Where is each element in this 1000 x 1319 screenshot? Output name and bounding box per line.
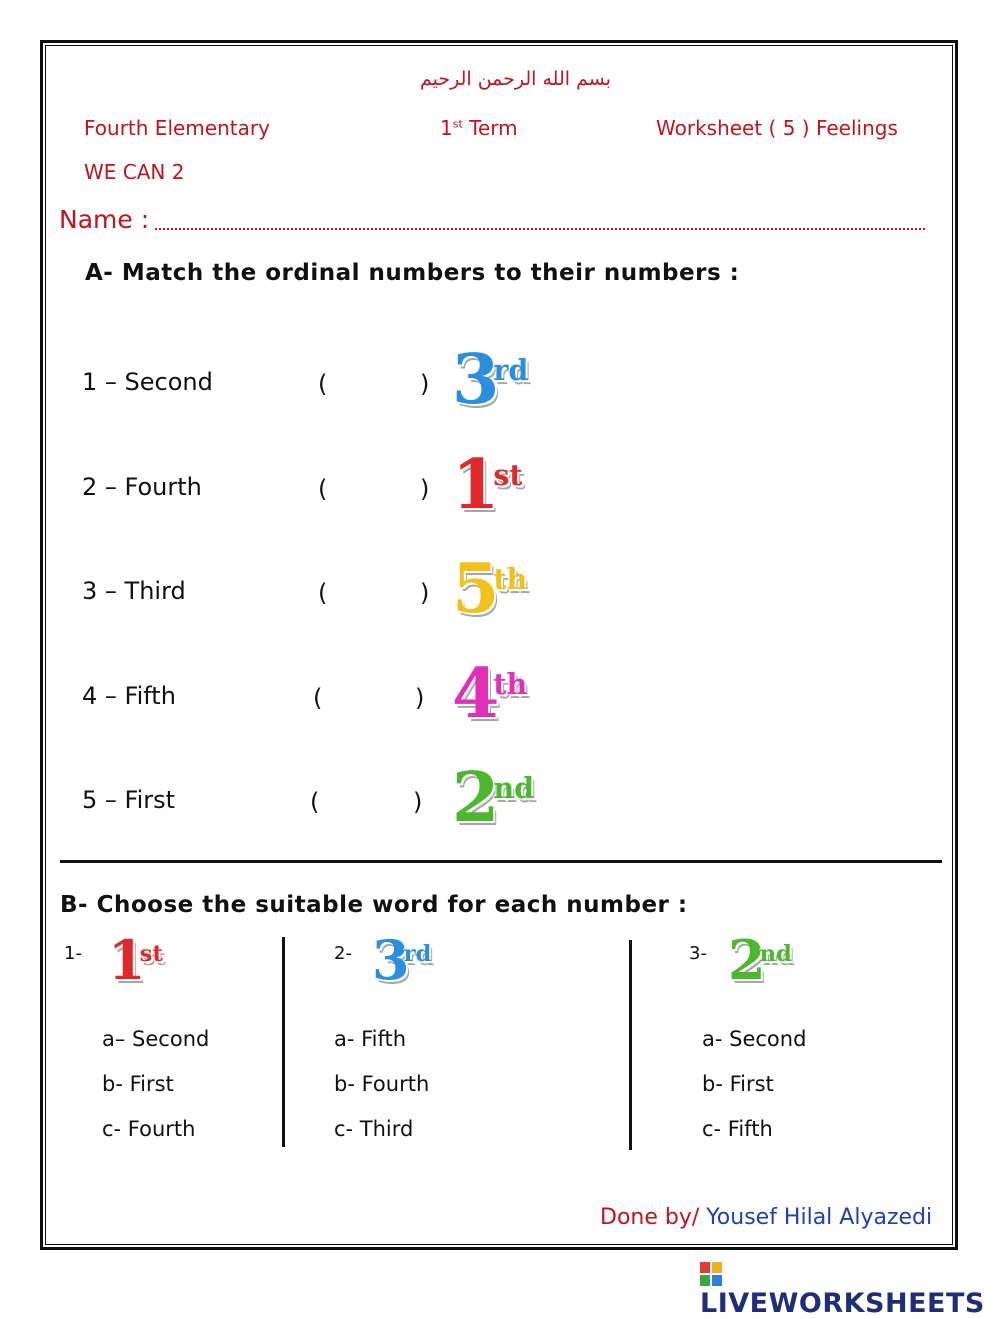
match-item-label: 2 – Fourth [82, 473, 202, 501]
answer-paren-close: ) [420, 579, 430, 607]
question-number: 2- [334, 943, 352, 964]
answer-option[interactable]: c- Fourth [102, 1117, 196, 1141]
credit-prefix: Done by/ [600, 1205, 700, 1230]
ordinal-badge-number: 3 [452, 340, 500, 420]
match-answer-slot[interactable] [329, 680, 411, 716]
question-badge-suffix: rd [403, 941, 432, 967]
answer-option[interactable]: a– Second [102, 1027, 210, 1051]
answer-paren-close: ) [420, 370, 430, 398]
term-label [440, 116, 518, 140]
answer-paren-close: ) [413, 788, 423, 816]
match-answer-slot[interactable] [326, 784, 409, 820]
credit-line [600, 1205, 932, 1230]
grade-label: Fourth Elementary [84, 116, 270, 140]
match-answer-slot[interactable] [334, 575, 416, 611]
question-badge [728, 928, 792, 992]
ordinal-badge-number: 2 [452, 758, 500, 838]
answer-paren-open: ( [318, 370, 328, 398]
question-number: 1- [64, 943, 82, 964]
term-number: 1 [440, 116, 453, 140]
column-separator-2 [629, 940, 632, 1150]
basmala: بسم الله الرحمن الرحيم [420, 68, 611, 90]
ordinal-badge [452, 549, 528, 629]
term-word: Term [469, 116, 518, 140]
section-divider [60, 860, 942, 863]
liveworksheets-brand: LIVEWORKSHEETS [700, 1288, 985, 1319]
ordinal-badge-suffix: th [493, 667, 528, 701]
match-item-label: 1 – Second [82, 368, 213, 396]
column-separator-1 [282, 937, 285, 1147]
liveworksheets-logo[interactable] [700, 1257, 1000, 1319]
answer-option[interactable]: b- First [102, 1072, 174, 1096]
question-badge-number: 3 [372, 928, 410, 992]
answer-paren-open: ( [310, 788, 320, 816]
ordinal-badge-suffix: st [493, 458, 523, 492]
page-border-inner [45, 45, 953, 1245]
ordinal-badge-number: 4 [452, 654, 500, 734]
section-a-title: A- Match the ordinal numbers to their numbers : [85, 260, 740, 286]
answer-option[interactable]: c- Fifth [702, 1117, 773, 1141]
answer-paren-open: ( [318, 475, 328, 503]
worksheet-title: Worksheet ( 5 ) Feelings [656, 116, 898, 140]
question-badge [372, 928, 432, 992]
book-label: WE CAN 2 [84, 160, 185, 184]
question-badge-suffix: st [139, 941, 163, 967]
name-label: Name : [59, 205, 150, 234]
match-item-label: 5 – First [82, 786, 176, 814]
answer-option[interactable]: a- Second [702, 1027, 807, 1051]
answer-paren-open: ( [313, 684, 323, 712]
ordinal-badge [452, 654, 528, 734]
match-item-label: 3 – Third [82, 577, 186, 605]
answer-option[interactable]: b- Fourth [334, 1072, 430, 1096]
question-badge-number: 1 [108, 928, 146, 992]
match-answer-slot[interactable] [334, 366, 416, 402]
section-b-title: B- Choose the suitable word for each number : [60, 892, 688, 918]
answer-option[interactable]: a- Fifth [334, 1027, 407, 1051]
answer-paren-close: ) [415, 684, 425, 712]
question-badge-suffix: nd [759, 941, 792, 967]
credit-author: Yousef Hilal Alyazedi [706, 1205, 933, 1230]
liveworksheets-logo-icon [700, 1262, 722, 1286]
ordinal-badge [452, 758, 535, 838]
ordinal-badge-suffix: rd [493, 353, 529, 387]
answer-paren-open: ( [318, 579, 328, 607]
match-answer-slot[interactable] [334, 471, 416, 507]
ordinal-badge-number: 1 [452, 445, 500, 525]
ordinal-badge-suffix: nd [493, 771, 535, 805]
question-number: 3- [689, 943, 707, 964]
ordinal-badge [452, 340, 529, 420]
name-field[interactable] [155, 228, 925, 230]
answer-paren-close: ) [420, 475, 430, 503]
question-badge-number: 2 [728, 928, 766, 992]
answer-option[interactable]: b- First [702, 1072, 774, 1096]
ordinal-badge-number: 5 [452, 549, 500, 629]
answer-option[interactable]: c- Third [334, 1117, 414, 1141]
match-item-label: 4 – Fifth [82, 682, 176, 710]
ordinal-badge-suffix: th [493, 562, 528, 596]
question-badge [108, 928, 163, 992]
ordinal-badge [452, 445, 523, 525]
term-suffix: st [452, 117, 463, 131]
